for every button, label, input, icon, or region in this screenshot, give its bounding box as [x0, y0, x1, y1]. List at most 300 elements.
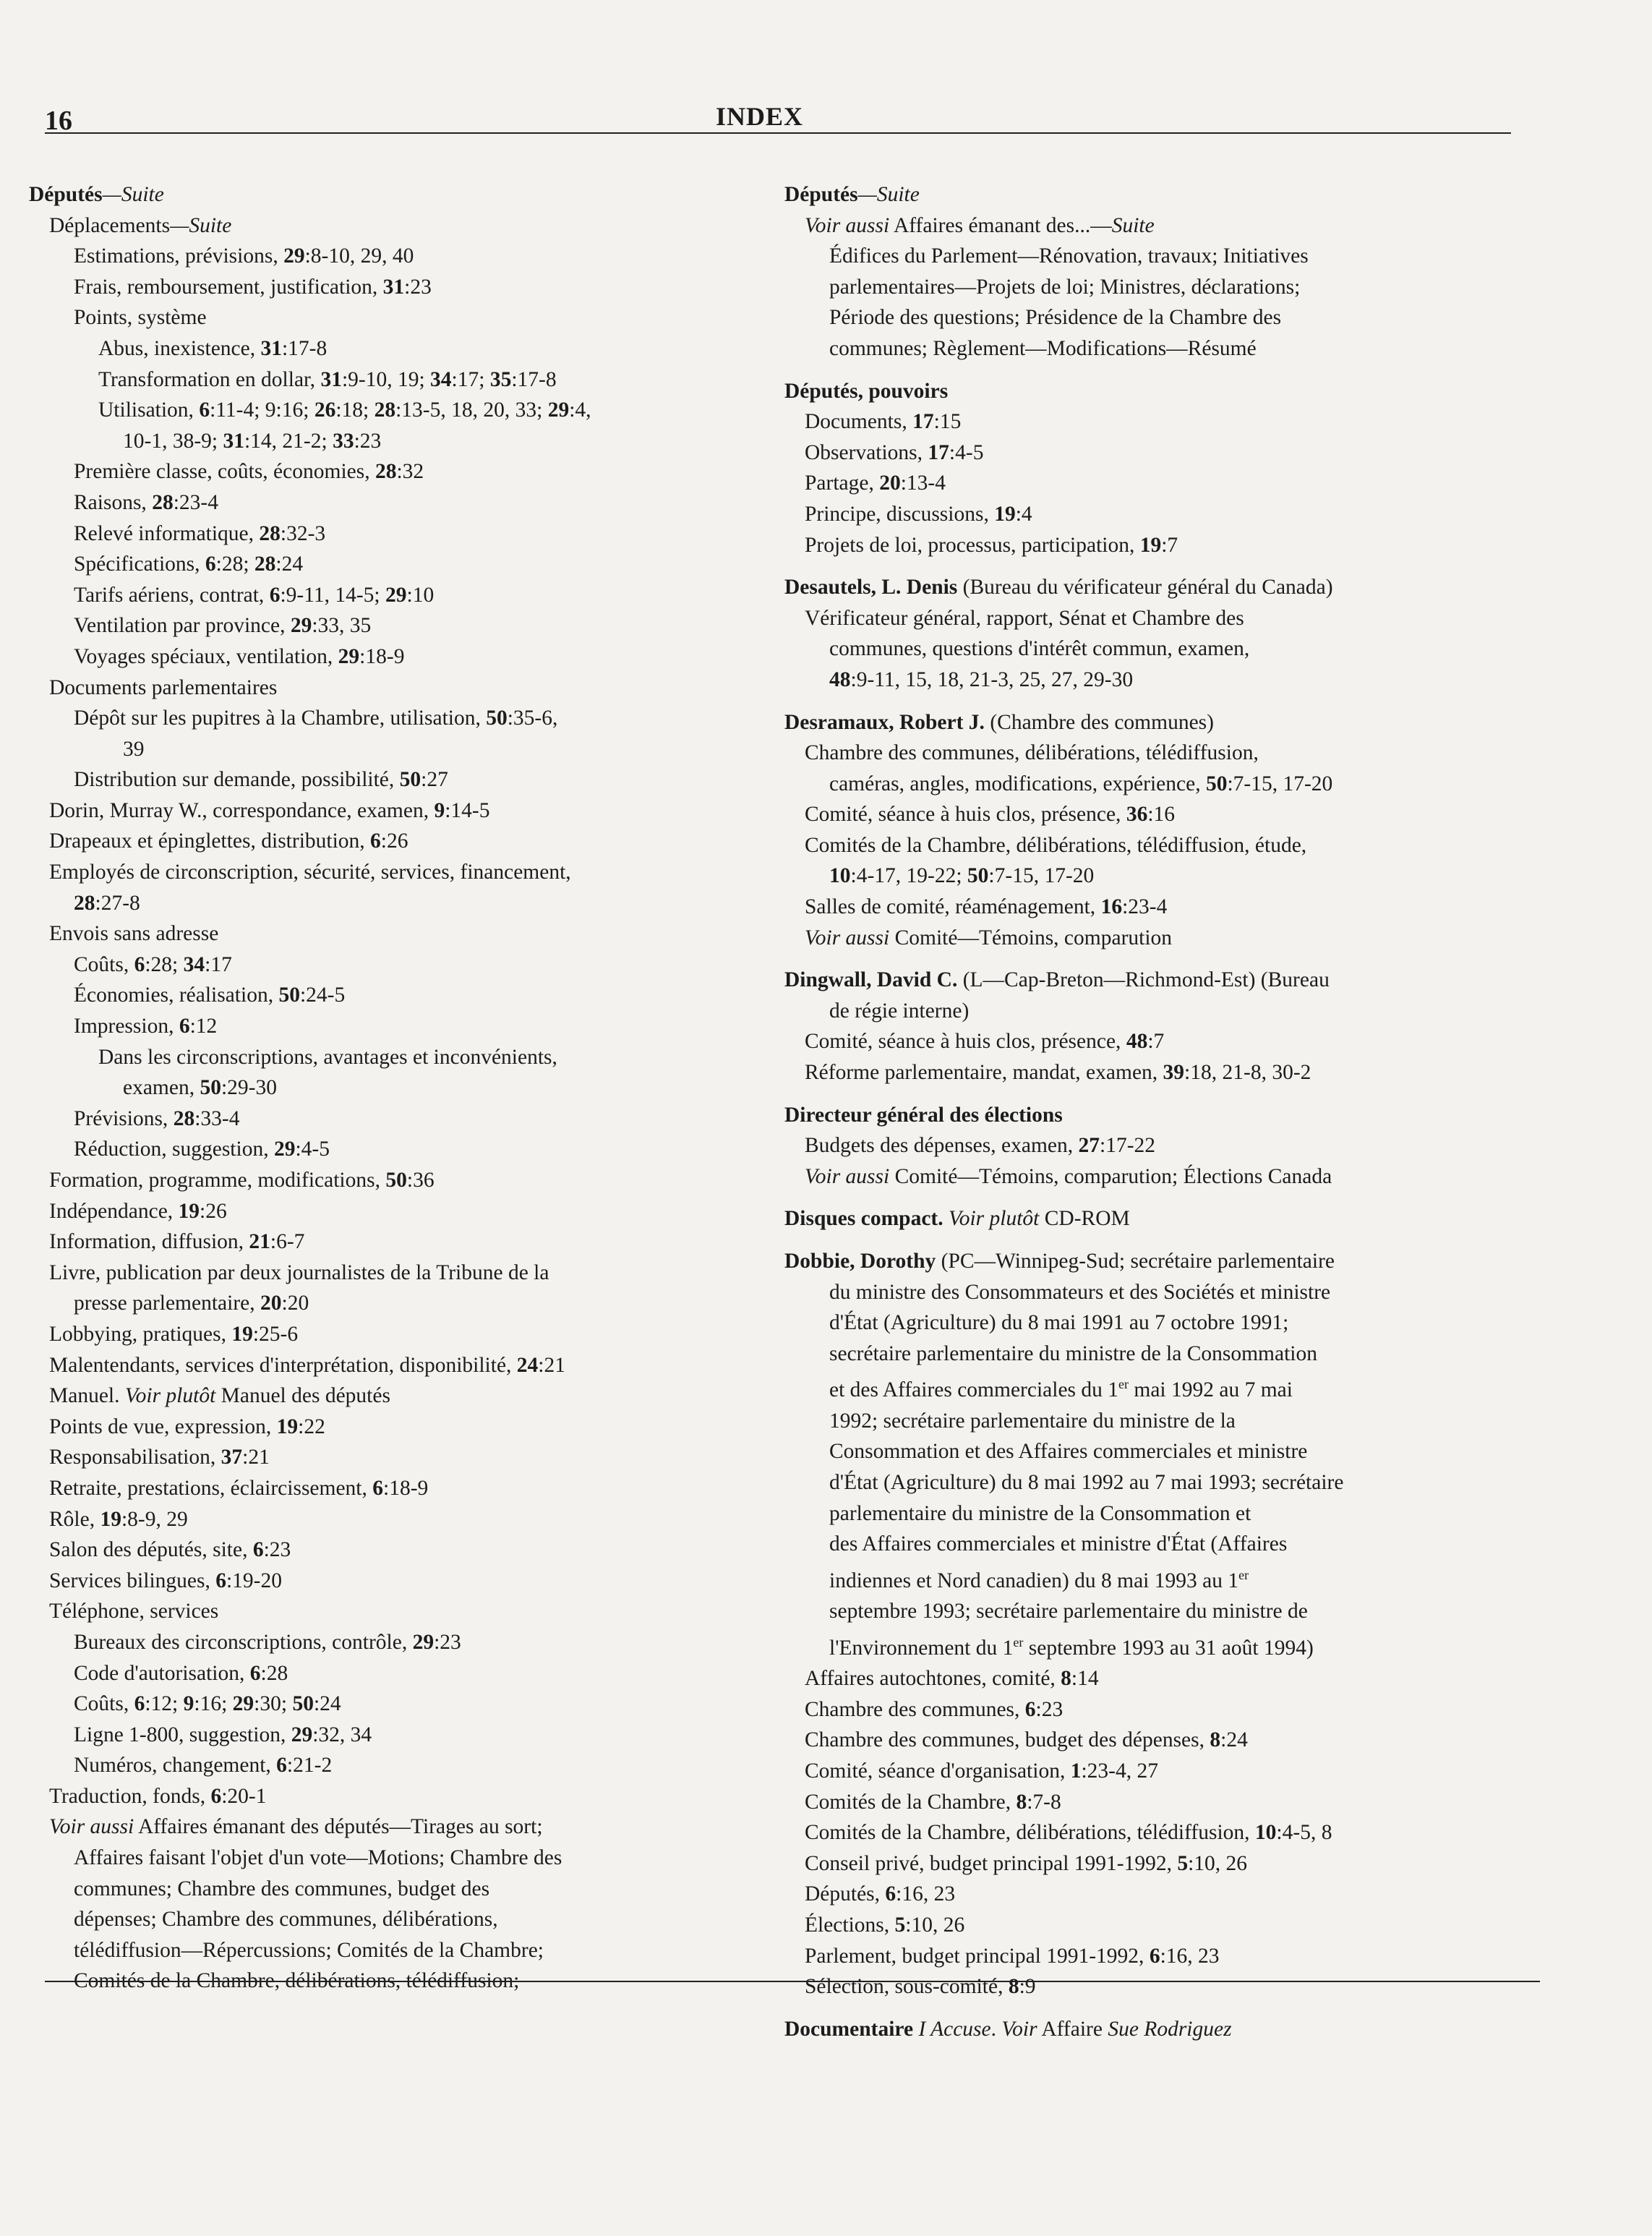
page-reference-volume: 8 [1210, 1728, 1221, 1752]
entry-text: :36 [406, 1169, 435, 1192]
entry-text: :26 [380, 829, 408, 853]
page-reference-volume: 28 [375, 460, 397, 484]
index-entry [784, 438, 1515, 469]
index-entry [784, 1161, 1515, 1192]
entry-text: :10, 26 [1188, 1851, 1248, 1875]
entry-text: Économies, réalisation, [74, 983, 279, 1007]
entry-text: Utilisation, [98, 398, 200, 422]
index-entry [29, 857, 766, 888]
entry-text: :28; [215, 552, 254, 576]
entry-text: Numéros, changement, [74, 1754, 277, 1778]
entry-text: :32-3 [280, 521, 326, 545]
entry-text: Comités de la Chambre, délibérations, télédiffusion, [805, 1821, 1255, 1845]
entry-text: :24 [313, 1692, 341, 1716]
page-reference-volume: 5 [1177, 1851, 1189, 1875]
entry-text: parlementaire du ministre de la Consommation et [829, 1501, 1251, 1525]
cross-reference-label: Voir [1001, 2017, 1037, 2041]
entry-text: :12 [189, 1015, 218, 1038]
index-entry [29, 333, 766, 364]
entry-text: Déplacements [49, 213, 171, 237]
index-entry [29, 980, 766, 1011]
entry-text: Dépôt sur les pupitres à la Chambre, utilisation, [74, 707, 487, 730]
page-reference-volume: 50 [292, 1692, 314, 1716]
index-entry [29, 826, 766, 857]
index-entry [29, 1072, 766, 1104]
entry-text: :33-4 [194, 1106, 240, 1130]
entry-text: :4-5, 8 [1276, 1821, 1332, 1845]
entry-text: Observations, [805, 440, 928, 464]
page-reference-volume: 28 [152, 490, 174, 514]
entry-text: Projets de loi, processus, participation, [805, 533, 1140, 557]
page-reference-volume: 6 [210, 1784, 222, 1808]
entry-text: Livre, publication par deux journalistes de la Tribune de la [49, 1260, 549, 1284]
cross-reference-label: —Suite [857, 183, 920, 206]
page-reference-volume: 8 [1061, 1667, 1071, 1691]
index-entry [784, 1941, 1515, 1972]
entry-text: Période des questions; Présidence de la Chambre des [829, 306, 1282, 330]
page-reference-volume: 31 [223, 429, 244, 453]
page-reference-volume: Documentaire [784, 2017, 919, 2041]
entry-text: :13-5, 18, 20, 33; [395, 398, 548, 422]
index-heading [784, 179, 1515, 210]
entry-text: Députés, [805, 1882, 886, 1906]
entry-text: :16; [194, 1692, 233, 1716]
entry-text: Coûts, [74, 952, 134, 976]
page-reference-volume: 19 [178, 1199, 200, 1223]
cross-reference-label: —Suite [102, 183, 164, 206]
page-reference-volume: 50 [200, 1076, 221, 1100]
index-entry [29, 1535, 766, 1566]
entry-text: Code d'autorisation, [74, 1661, 250, 1685]
page-reference-volume: 6 [134, 952, 145, 976]
entry-text: :17 [205, 952, 232, 976]
index-heading [784, 707, 1515, 738]
entry-text: Retraite, prestations, éclaircissement, [49, 1476, 373, 1500]
entry-text: Indépendance, [49, 1199, 179, 1223]
entry-text: :15 [933, 410, 962, 434]
index-entry [29, 703, 766, 734]
entry-text: Salon des députés, site, [49, 1538, 253, 1562]
index-heading [784, 965, 1515, 996]
entry-text: :10 [406, 583, 435, 607]
page-reference-volume: 6 [885, 1882, 896, 1906]
page-reference-volume: 6 [205, 552, 216, 576]
entry-text: :29-30 [221, 1076, 278, 1100]
page-reference-volume: 31 [320, 367, 342, 391]
entry-text: :27-8 [95, 891, 140, 915]
index-entry [29, 302, 766, 333]
entry-text: :28; [145, 952, 184, 976]
page-reference-volume: 8 [1008, 1975, 1019, 1999]
page-reference-volume: 29 [338, 644, 360, 668]
index-entry [29, 364, 766, 396]
page-reference-volume: Députés [784, 183, 858, 206]
index-entry [784, 1627, 1515, 1663]
page-reference-volume: 6 [370, 829, 381, 853]
index-entry [784, 1369, 1515, 1405]
index-entry [29, 1658, 766, 1689]
entry-text: :20-1 [221, 1784, 267, 1808]
entry-text: Manuel. [49, 1384, 125, 1408]
index-entry [784, 1057, 1515, 1088]
entry-text: Principe, discussions, [805, 502, 995, 526]
entry-text: Chambre des communes, [805, 1697, 1025, 1721]
entry-text: Abus, inexistence, [98, 336, 261, 360]
page-reference-volume: 20 [260, 1292, 282, 1315]
entry-text: Comité—Témoins, comparution [889, 926, 1173, 950]
entry-text: :14-5 [445, 798, 490, 822]
entry-text: er [1013, 1634, 1024, 1650]
index-entry [29, 1165, 766, 1196]
entry-text: :8-9, 29 [121, 1507, 188, 1531]
cross-reference-label: Voir plutôt [124, 1384, 216, 1408]
page-reference-volume: 6 [1024, 1697, 1036, 1721]
entry-text: Première classe, coûts, économies, [74, 460, 375, 484]
page-reference-volume: 19 [231, 1322, 253, 1346]
index-entry [784, 1406, 1515, 1437]
page-reference-volume: 8 [1016, 1790, 1027, 1814]
page-reference-volume: 34 [430, 367, 452, 391]
page-reference-volume: 17 [928, 440, 949, 464]
entry-text: Ventilation par province, [74, 614, 291, 638]
page-reference-volume: Députés, pouvoirs [784, 379, 949, 403]
entry-text: Services bilingues, [49, 1569, 216, 1592]
index-column-left [29, 179, 766, 1997]
entry-text: :27 [421, 768, 448, 792]
entry-text: secrétaire parlementaire du ministre de la Consommation [829, 1341, 1317, 1365]
page-reference-volume: 50 [385, 1169, 407, 1192]
index-entry [29, 487, 766, 519]
entry-text: Dans les circonscriptions, avantages et inconvénients, [98, 1045, 557, 1069]
entry-text: er [1118, 1377, 1129, 1392]
entry-text: :24-5 [299, 983, 346, 1007]
index-entry [784, 830, 1515, 861]
page-reference-volume: 29 [547, 398, 570, 422]
entry-text: :6-7 [270, 1230, 305, 1254]
entry-text: Spécifications, [74, 552, 205, 576]
page-reference-volume: 10 [829, 864, 851, 888]
index-entry [29, 1196, 766, 1227]
entry-text: Vérificateur général, rapport, Sénat et Chambre des [805, 606, 1244, 630]
index-entry [29, 549, 766, 580]
entry-text: Conseil privé, budget principal 1991-1992, [805, 1851, 1178, 1875]
index-entry [784, 1026, 1515, 1057]
entry-text: :4 [1015, 502, 1032, 526]
index-entry [784, 1879, 1515, 1910]
index-entry [29, 1226, 766, 1258]
entry-text: Téléphone, services [49, 1600, 219, 1623]
index-entry [29, 1473, 766, 1504]
index-entry [784, 1339, 1515, 1370]
entry-text: Comité, séance d'organisation, [805, 1759, 1071, 1783]
index-entry [784, 1910, 1515, 1941]
page-reference-volume: Députés [29, 183, 103, 206]
page-reference-volume: 6 [269, 583, 281, 607]
entry-text: :7-15, 17-20 [1227, 772, 1333, 795]
entry-text: :21 [538, 1353, 565, 1377]
index-entry [29, 456, 766, 487]
index-entry [784, 996, 1515, 1027]
entry-text: Coûts, [74, 1692, 134, 1716]
cross-reference-label: —Suite [170, 213, 232, 237]
entry-text: d'État (Agriculture) du 8 mai 1992 au 7 mai 1993; secrétaire [829, 1470, 1344, 1494]
entry-text: Distribution sur demande, possibilité, [74, 768, 400, 792]
page-reference-volume: 33 [333, 429, 354, 453]
index-entry [784, 603, 1515, 634]
entry-text: Drapeaux et épinglettes, distribution, [49, 829, 371, 853]
entry-text: septembre 1993 au 31 août 1994) [1023, 1636, 1314, 1660]
entry-text: :23-4 [173, 490, 218, 514]
entry-text: Voyages spéciaux, ventilation, [74, 644, 338, 668]
page-reference-volume: 28 [374, 398, 396, 422]
entry-text: Documents, [805, 410, 913, 434]
entry-text: Consommation et des Affaires commerciales et ministre [829, 1440, 1308, 1464]
index-entry [784, 892, 1515, 923]
entry-text: communes, questions d'intérêt commun, examen, [829, 637, 1250, 661]
page-reference-volume: 27 [1078, 1134, 1100, 1158]
page-reference-volume: Directeur général des élections [784, 1103, 1063, 1127]
entry-text: :4-5 [949, 440, 984, 464]
page-reference-volume: 50 [486, 707, 508, 730]
index-entry [29, 1720, 766, 1751]
index-entry [784, 1971, 1515, 2002]
index-entry [784, 923, 1515, 954]
entry-text: :16, 23 [1160, 1944, 1220, 1968]
page-reference-volume: 31 [382, 275, 405, 299]
entry-text: :24 [1220, 1728, 1248, 1752]
entry-text: Responsabilisation, [49, 1446, 221, 1469]
index-entry [29, 1781, 766, 1812]
index-entry [29, 1504, 766, 1535]
entry-text: Chambre des communes, délibérations, télédiffusion, [805, 741, 1259, 765]
page-reference-volume: Disques compact. [784, 1207, 949, 1231]
page-reference-volume: 6 [179, 1015, 190, 1038]
entry-text: :30; [254, 1692, 293, 1716]
entry-text: :16, 23 [896, 1882, 956, 1906]
index-entry [29, 795, 766, 827]
entry-text: communes; Règlement—Modifications—Résumé [829, 336, 1257, 360]
index-entry [29, 395, 766, 426]
index-entry [784, 530, 1515, 561]
page-reference-volume: 48 [1126, 1030, 1148, 1054]
index-heading [29, 179, 766, 210]
entry-text: :8-10, 29, 40 [304, 244, 414, 268]
cross-reference-label: Suite [1111, 213, 1155, 237]
cross-reference-label: Voir aussi [805, 213, 890, 237]
entry-text: Points de vue, expression, [49, 1414, 277, 1438]
entry-text: :12; [145, 1692, 184, 1716]
entry-text: Sélection, sous-comité, [805, 1975, 1009, 1999]
entry-text: :9-11, 14-5; [280, 583, 386, 607]
entry-text: :14 [1071, 1667, 1099, 1691]
entry-text: :21 [242, 1446, 270, 1469]
page-reference-volume: 29 [273, 1138, 296, 1161]
entry-text: d'État (Agriculture) du 8 mai 1991 au 7 octobre 1991; [829, 1311, 1289, 1335]
entry-text: Affaire [1037, 2017, 1108, 2041]
entry-text: Impression, [74, 1015, 179, 1038]
page-reference-volume: 1 [1070, 1759, 1082, 1783]
page-reference-volume: 29 [290, 614, 312, 638]
entry-text: Prévisions, [74, 1106, 174, 1130]
index-entry [784, 1596, 1515, 1627]
page-reference-volume: 10 [1254, 1821, 1277, 1845]
index-entry [784, 1130, 1515, 1161]
entry-text: :17-8 [511, 367, 557, 391]
page-reference-volume: 6 [252, 1538, 264, 1562]
index-entry [784, 1436, 1515, 1467]
entry-text: :7-15, 17-20 [988, 864, 1095, 888]
entry-text: :23 [1035, 1697, 1063, 1721]
index-entry [784, 738, 1515, 769]
index-heading [784, 1203, 1515, 1234]
page-reference-volume: 29 [412, 1630, 435, 1654]
index-column-right [784, 179, 1515, 2044]
entry-text: Budgets des dépenses, examen, [805, 1134, 1079, 1158]
cross-reference-label: I Accuse [918, 2017, 991, 2041]
page-reference-volume: 50 [399, 768, 421, 792]
entry-text: Tarifs aériens, contrat, [74, 583, 270, 607]
page-reference-volume: Desramaux, Robert J. [784, 710, 985, 734]
entry-text: Affaires émanant des...— [889, 213, 1112, 237]
entry-text: :7 [1161, 533, 1178, 557]
index-entry [784, 1467, 1515, 1498]
index-entry [29, 1596, 766, 1627]
page-reference-volume: 9 [183, 1692, 194, 1716]
footer-rule [45, 1981, 1540, 1982]
entry-text: :25-6 [252, 1322, 299, 1346]
page-reference-volume: 29 [385, 583, 407, 607]
index-entry [29, 1689, 766, 1720]
page-reference-volume: 21 [249, 1230, 270, 1254]
entry-text: communes; Chambre des communes, budget des [74, 1877, 490, 1900]
entry-text: Réforme parlementaire, mandat, examen, [805, 1061, 1163, 1085]
page-reference-volume: 6 [199, 398, 210, 422]
index-entry [784, 1307, 1515, 1339]
index-entry [29, 1627, 766, 1658]
entry-text: :19-20 [226, 1569, 283, 1592]
page-reference-volume: 28 [259, 521, 281, 545]
page-reference-volume: 29 [232, 1692, 254, 1716]
index-entry [784, 1277, 1515, 1308]
index-entry [784, 333, 1515, 364]
page-reference-volume: 31 [260, 336, 282, 360]
index-entry [29, 764, 766, 795]
entry-text: 39 [123, 737, 145, 761]
index-entry [29, 1258, 766, 1289]
cross-reference-label: Voir aussi [49, 1815, 134, 1839]
index-entry [784, 1560, 1515, 1596]
entry-text: :18-9 [383, 1476, 429, 1500]
page-reference-volume: 19 [276, 1414, 299, 1438]
entry-text: Comité, séance à huis clos, présence, [805, 803, 1126, 827]
entry-text: de régie interne) [829, 999, 970, 1023]
index-entry [29, 580, 766, 611]
entry-text: :23-4 [1122, 895, 1168, 919]
entry-text: :13-4 [900, 471, 946, 495]
page-reference-volume: 17 [912, 410, 934, 434]
entry-text: :28 [260, 1661, 288, 1685]
index-entry [29, 1566, 766, 1597]
index-entry [29, 1750, 766, 1781]
index-entry [784, 1529, 1515, 1560]
index-entry [29, 734, 766, 765]
entry-text: presse parlementaire, [74, 1292, 260, 1315]
entry-text: du ministre des Consommateurs et des Sociétés et ministre [829, 1280, 1331, 1304]
entry-text: Bureaux des circonscriptions, contrôle, [74, 1630, 413, 1654]
page-reference-volume: 19 [100, 1507, 121, 1531]
entry-text: :23 [263, 1538, 291, 1562]
page-number: 16 [45, 106, 72, 136]
entry-text: :9-10, 19; [341, 367, 431, 391]
entry-text: :17-22 [1100, 1134, 1156, 1158]
entry-text: mai 1992 au 7 mai [1129, 1378, 1293, 1402]
index-entry [29, 1042, 766, 1073]
entry-text: Parlement, budget principal 1991-1992, [805, 1944, 1150, 1968]
page-reference-volume: 28 [173, 1106, 195, 1130]
entry-text: :7 [1147, 1030, 1165, 1054]
index-entry [29, 210, 766, 242]
index-entry [29, 673, 766, 704]
page-reference-volume: 19 [994, 502, 1016, 526]
entry-text: dépenses; Chambre des communes, délibérations, [74, 1908, 498, 1932]
entry-text: et des Affaires commerciales du 1 [829, 1378, 1119, 1402]
entry-text: Information, diffusion, [49, 1230, 249, 1254]
entry-text: :10, 26 [905, 1913, 965, 1937]
entry-text: :9-11, 15, 18, 21-3, 25, 27, 29-30 [850, 667, 1134, 691]
index-entry [29, 1350, 766, 1381]
header-rule [45, 132, 1511, 134]
index-entry [29, 1381, 766, 1412]
index-entry [29, 1874, 766, 1905]
page-reference-volume: Dobbie, Dorothy [784, 1250, 936, 1273]
entry-text: des Affaires commerciales et ministre d'État (Affaires [829, 1532, 1288, 1556]
entry-text: Points, système [74, 306, 207, 330]
index-entry [29, 950, 766, 981]
index-entry [29, 1288, 766, 1319]
entry-text: :17-8 [281, 336, 328, 360]
entry-text: :7-8 [1027, 1790, 1061, 1814]
index-heading [784, 1246, 1515, 1277]
page-reference-volume: 39 [1163, 1061, 1185, 1085]
index-entry [29, 1904, 766, 1935]
entry-text: . [990, 2017, 1002, 2041]
page-reference-volume: 6 [134, 1692, 145, 1716]
index-entry [784, 1694, 1515, 1725]
entry-text: :24 [275, 552, 304, 576]
entry-text: :9 [1019, 1975, 1036, 1999]
index-entry [784, 1787, 1515, 1818]
index-entry [784, 210, 1515, 242]
entry-text: (PC—Winnipeg-Sud; secrétaire parlementaire [936, 1250, 1335, 1273]
entry-text: Ligne 1-800, suggestion, [74, 1723, 291, 1746]
entry-text: examen, [123, 1076, 200, 1100]
page-reference-volume: Desautels, L. Denis [784, 576, 958, 599]
entry-text: Comité, séance à huis clos, présence, [805, 1030, 1126, 1054]
page-reference-volume: 29 [283, 244, 305, 268]
entry-text: Chambre des communes, budget des dépenses, [805, 1728, 1210, 1752]
page-reference-volume: 9 [434, 798, 445, 822]
cross-reference-label: Sue Rodriguez [1108, 2017, 1232, 2041]
page-reference-volume: 6 [372, 1476, 384, 1500]
page-reference-volume: 16 [1100, 895, 1123, 919]
index-entry [29, 641, 766, 673]
entry-text: Partage, [805, 471, 880, 495]
page-reference-volume: 50 [1205, 772, 1228, 795]
entry-text: :20 [281, 1292, 309, 1315]
entry-text: Employés de circonscription, sécurité, services, financement, [49, 861, 571, 884]
index-entry [784, 241, 1515, 272]
page-reference-volume: 6 [1149, 1944, 1160, 1968]
